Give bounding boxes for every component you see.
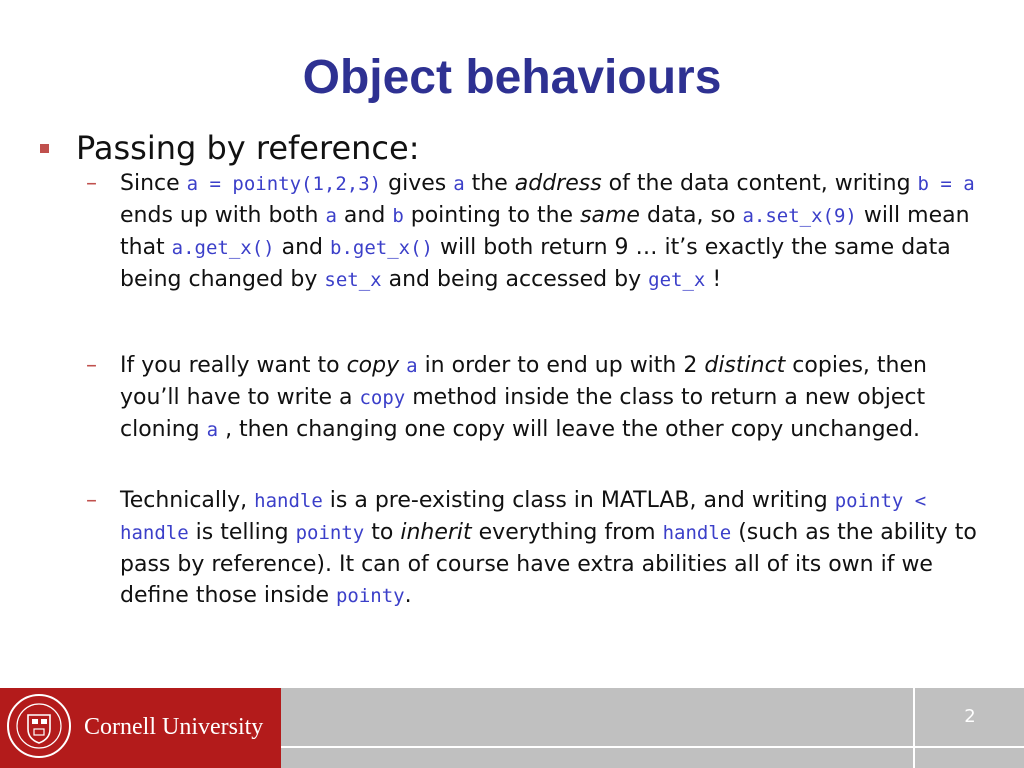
text-span: If you really want to xyxy=(120,353,347,378)
brand-panel xyxy=(0,688,281,768)
italic-span: distinct xyxy=(704,353,786,378)
italic-span: same xyxy=(580,203,640,228)
spacer xyxy=(34,446,994,485)
text-span: is telling xyxy=(188,520,296,545)
text-span: (such as the ability to pass by reference). It can of course have extra abilities all of its own if we define those inside xyxy=(120,520,977,608)
code-span: a xyxy=(325,205,337,227)
text-span: will mean that xyxy=(120,203,970,260)
text-span: and xyxy=(274,235,331,260)
text-span: , then changing one copy will leave the other copy unchanged. xyxy=(218,417,921,442)
text-span: to xyxy=(364,520,401,545)
square-bullet-icon xyxy=(40,144,49,153)
dash-bullet-icon: – xyxy=(86,353,97,378)
text-span: Since xyxy=(120,171,187,196)
sub-bullet-copy xyxy=(34,350,988,446)
code-span: a.set_x(9) xyxy=(742,205,857,227)
bullet-passing-by-reference xyxy=(34,128,994,168)
spacer xyxy=(34,296,994,350)
text-span: pointing to the xyxy=(403,203,581,228)
text-span: of the data content, writing xyxy=(601,171,918,196)
text-span: is a pre-existing class in MATLAB, and writing xyxy=(322,488,835,513)
code-span: copy xyxy=(359,387,406,409)
text-span: method inside the class to return a new object cloning xyxy=(120,385,926,442)
slide-body xyxy=(34,128,994,612)
code-span: b = a xyxy=(917,173,975,195)
text-span: and xyxy=(336,203,393,228)
code-span: pointy < handle xyxy=(120,490,927,544)
text-span: Technically, xyxy=(120,488,255,513)
code-span: handle xyxy=(662,522,732,544)
text-span: . xyxy=(404,583,412,608)
dash-bullet-icon: – xyxy=(86,171,97,196)
text-span: the xyxy=(464,171,515,196)
italic-span: inherit xyxy=(400,520,472,545)
code-span: b xyxy=(392,205,404,227)
text-span: ends up with both xyxy=(120,203,326,228)
text-span: in order to end up with 2 xyxy=(417,353,705,378)
code-span: set_x xyxy=(324,269,382,291)
code-span: get_x xyxy=(648,269,706,291)
text-span: everything from xyxy=(471,520,663,545)
text-span: gives xyxy=(381,171,454,196)
code-span: a = pointy(1,2,3) xyxy=(186,173,382,195)
slide-footer xyxy=(0,688,1024,768)
text-span: will both return 9 … it’s exactly the same data being changed by xyxy=(120,235,951,292)
text-span: data, so xyxy=(639,203,743,228)
code-span: pointy xyxy=(335,585,405,607)
code-span: handle xyxy=(254,490,323,512)
footer-divider-vertical xyxy=(913,688,915,768)
bullet-text: Passing by reference: xyxy=(76,129,420,167)
text-span: copies, then you’ll have to write a xyxy=(120,353,927,410)
code-span: a xyxy=(453,173,465,195)
italic-span: address xyxy=(514,171,602,196)
text-span: and being accessed by xyxy=(381,267,649,292)
code-span: pointy xyxy=(295,522,365,544)
code-span: a xyxy=(406,355,418,377)
cornell-logo-text: Cornell University xyxy=(84,714,264,740)
sub-bullet-reference xyxy=(34,168,988,296)
page-number: 2 xyxy=(964,706,976,727)
slide-title: Object behaviours xyxy=(302,51,722,104)
italic-span: copy xyxy=(346,353,400,378)
sub-bullet-handle xyxy=(34,485,988,612)
dash-bullet-icon: – xyxy=(86,488,97,513)
text-span: ! xyxy=(705,267,722,292)
code-span: b.get_x() xyxy=(330,237,433,259)
cornell-seal-icon xyxy=(6,693,72,759)
code-span: a xyxy=(206,419,219,441)
code-span: a.get_x() xyxy=(171,237,275,259)
